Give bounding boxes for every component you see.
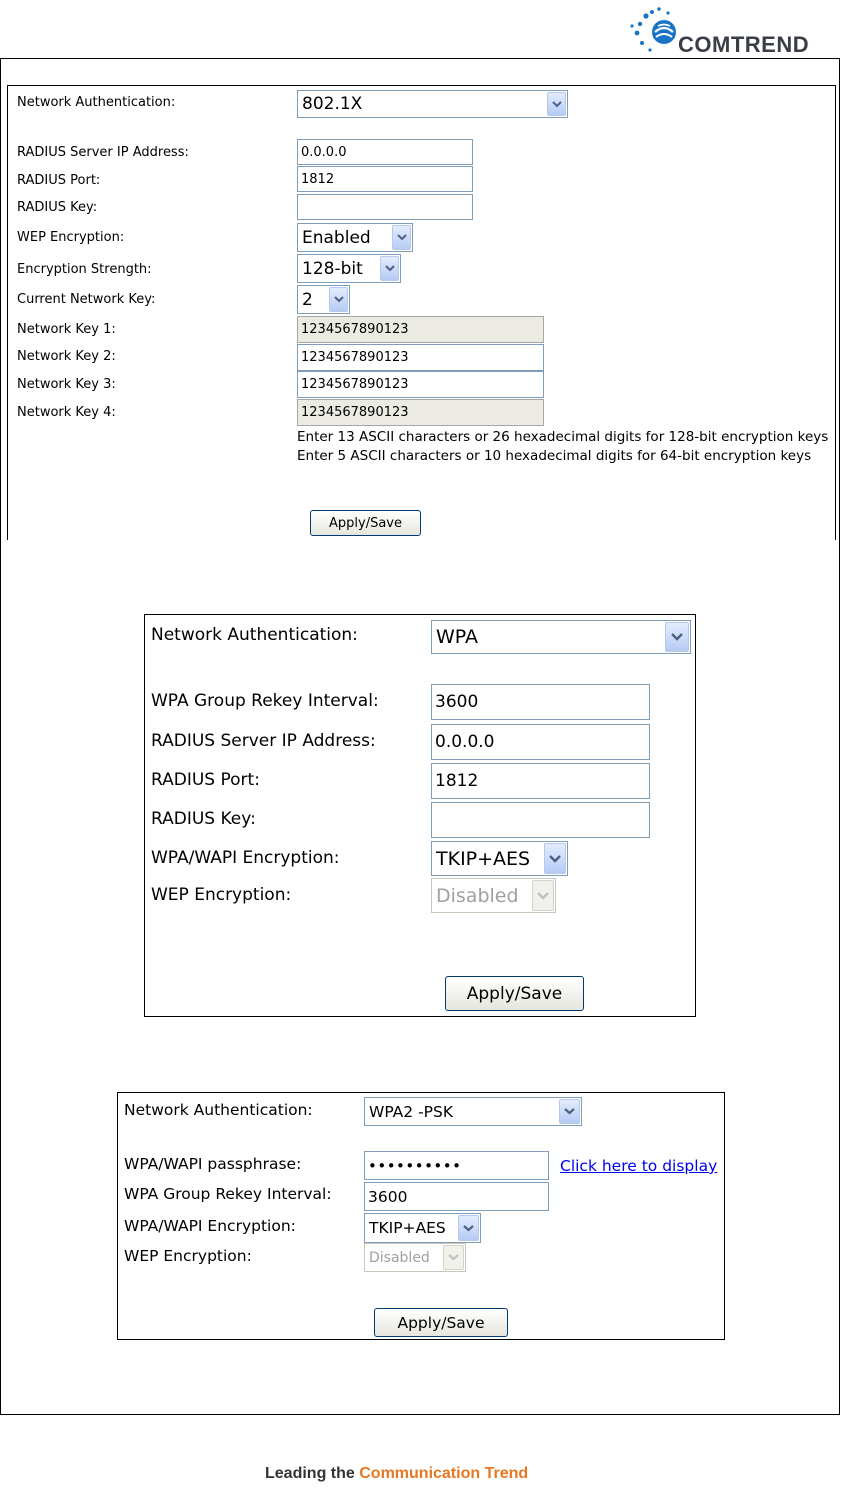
- radius-port-label: RADIUS Port:: [17, 173, 101, 188]
- chevron-down-icon: [532, 880, 554, 911]
- current-key-select[interactable]: [297, 285, 350, 314]
- tagline-part-3: Trend: [480, 1465, 529, 1482]
- chevron-down-icon[interactable]: [329, 287, 348, 312]
- chevron-down-icon: [443, 1245, 464, 1270]
- radius-ip-label: RADIUS Server IP Address:: [151, 731, 376, 751]
- panel-wpa2-psk: [117, 1092, 725, 1340]
- current-key-value: 2: [302, 289, 313, 310]
- globe-icon: [628, 6, 684, 58]
- radius-ip-input[interactable]: 0.0.0.0: [431, 724, 650, 760]
- apply-save-button[interactable]: Apply/Save: [445, 976, 584, 1011]
- tagline-part-2: Communication: [359, 1465, 481, 1482]
- network-key-3-label: Network Key 3:: [17, 377, 116, 392]
- rekey-interval-label: WPA Group Rekey Interval:: [124, 1185, 332, 1203]
- radius-key-label: RADIUS Key:: [151, 809, 256, 829]
- wpa-encryption-label: WPA/WAPI Encryption:: [124, 1217, 296, 1235]
- chevron-down-icon[interactable]: [665, 622, 689, 652]
- radius-key-input[interactable]: [297, 194, 473, 220]
- radius-port-input[interactable]: 1812: [297, 166, 473, 192]
- wpa-encryption-select[interactable]: [431, 841, 568, 876]
- network-auth-select[interactable]: [297, 90, 568, 118]
- network-auth-value: 802.1X: [302, 94, 363, 114]
- network-auth-label: Network Authentication:: [124, 1101, 313, 1119]
- wep-encryption-select: [364, 1243, 466, 1272]
- radius-ip-input[interactable]: 0.0.0.0: [297, 139, 473, 165]
- chevron-down-icon[interactable]: [458, 1215, 479, 1241]
- wep-encryption-select: [431, 878, 556, 913]
- apply-save-button[interactable]: Apply/Save: [374, 1308, 508, 1337]
- network-key-4-input[interactable]: 1234567890123: [297, 399, 544, 426]
- click-here-to-display-link[interactable]: Click here to display: [560, 1157, 718, 1175]
- wpa-encryption-value: TKIP+AES: [369, 1219, 446, 1237]
- wep-encryption-value: Disabled: [369, 1249, 430, 1266]
- rekey-interval-input[interactable]: 3600: [431, 684, 650, 720]
- wpa-encryption-label: WPA/WAPI Encryption:: [151, 848, 340, 868]
- network-auth-label: Network Authentication:: [151, 625, 358, 645]
- network-key-4-label: Network Key 4:: [17, 405, 116, 420]
- chevron-down-icon[interactable]: [547, 92, 566, 116]
- wep-encryption-value: Enabled: [302, 227, 371, 248]
- passphrase-label: WPA/WAPI passphrase:: [124, 1155, 302, 1173]
- wep-encryption-select[interactable]: [297, 223, 413, 252]
- network-auth-label: Network Authentication:: [17, 95, 176, 110]
- wep-encryption-label: WEP Encryption:: [17, 230, 125, 245]
- current-key-label: Current Network Key:: [17, 292, 156, 307]
- radius-port-label: RADIUS Port:: [151, 770, 260, 790]
- network-key-2-input[interactable]: 1234567890123: [297, 344, 544, 371]
- footer-tagline: [265, 1465, 528, 1483]
- chevron-down-icon[interactable]: [392, 225, 411, 250]
- wep-encryption-value: Disabled: [436, 884, 519, 907]
- encryption-strength-label: Encryption Strength:: [17, 262, 152, 277]
- hint-64-bit: Enter 5 ASCII characters or 10 hexadecimal digits for 64-bit encryption keys: [297, 448, 812, 464]
- network-key-2-label: Network Key 2:: [17, 349, 116, 364]
- hint-128-bit: Enter 13 ASCII characters or 26 hexadecimal digits for 128-bit encryption keys: [297, 429, 829, 445]
- network-key-1-input[interactable]: 1234567890123: [297, 316, 544, 343]
- rekey-interval-label: WPA Group Rekey Interval:: [151, 691, 379, 711]
- passphrase-input[interactable]: ••••••••••: [364, 1151, 549, 1180]
- chevron-down-icon[interactable]: [544, 843, 566, 874]
- network-auth-value: WPA: [436, 626, 479, 648]
- wpa-encryption-select[interactable]: [364, 1213, 481, 1243]
- radius-key-input[interactable]: [431, 802, 650, 838]
- panel-wpa: [144, 614, 696, 1017]
- network-auth-value: WPA2 -PSK: [369, 1102, 454, 1121]
- wep-encryption-label: WEP Encryption:: [151, 885, 292, 905]
- apply-save-button[interactable]: Apply/Save: [310, 510, 421, 536]
- wpa-encryption-value: TKIP+AES: [436, 847, 531, 870]
- network-auth-select[interactable]: [364, 1097, 582, 1126]
- rekey-interval-input[interactable]: 3600: [364, 1182, 549, 1211]
- chevron-down-icon[interactable]: [380, 256, 399, 281]
- network-auth-select[interactable]: [431, 620, 691, 654]
- chevron-down-icon[interactable]: [559, 1099, 580, 1124]
- encryption-strength-select[interactable]: [297, 254, 401, 283]
- comtrend-logo: [628, 6, 838, 58]
- radius-port-input[interactable]: 1812: [431, 763, 650, 799]
- network-key-1-label: Network Key 1:: [17, 322, 116, 337]
- tagline-part-1: Leading the: [265, 1465, 360, 1482]
- wep-encryption-label: WEP Encryption:: [124, 1247, 252, 1265]
- network-key-3-input[interactable]: 1234567890123: [297, 371, 544, 398]
- radius-key-label: RADIUS Key:: [17, 200, 98, 215]
- panel-8021x: [7, 85, 836, 540]
- radius-ip-label: RADIUS Server IP Address:: [17, 145, 189, 160]
- encryption-strength-value: 128-bit: [302, 258, 363, 279]
- brand-name: COMTREND: [678, 32, 810, 57]
